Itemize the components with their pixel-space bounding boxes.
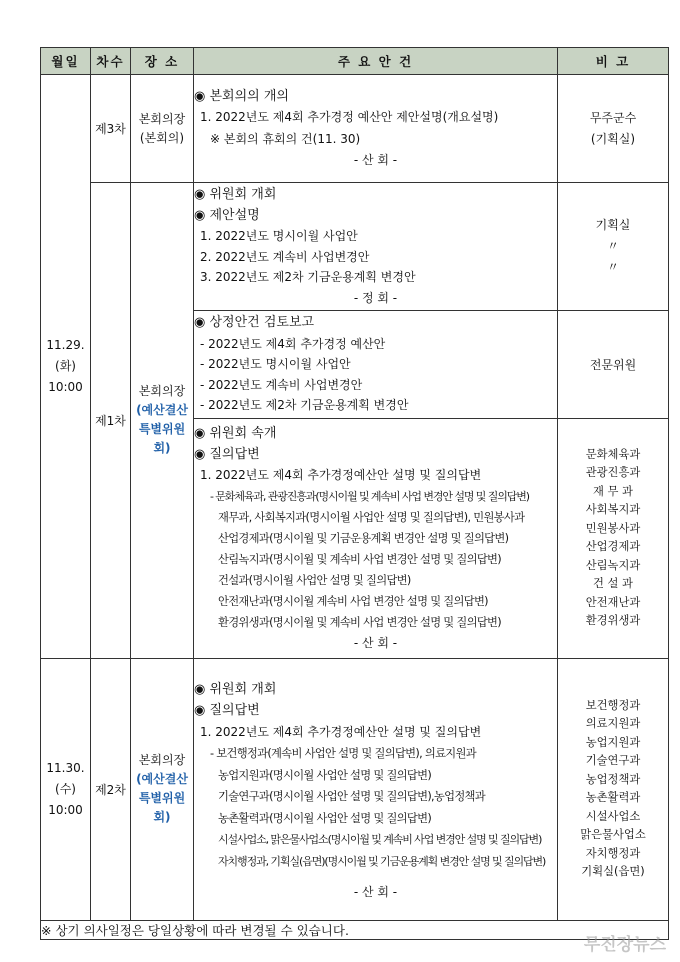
header-order: 차수 bbox=[91, 48, 131, 75]
note-line: 산업경제과 bbox=[585, 540, 641, 553]
weekday: (수) bbox=[55, 781, 76, 796]
agenda-cell bbox=[194, 183, 558, 311]
note-line: 건 설 과 bbox=[593, 577, 633, 590]
agenda-line: 2. 2022년도 계속비 사업변경안 bbox=[200, 249, 370, 264]
agenda-line: ◉ 위원회 개회 bbox=[194, 187, 277, 202]
note-line: 관광진흥과 bbox=[585, 466, 641, 479]
place-line: 특별위원회) bbox=[138, 791, 186, 824]
header-agenda: 주 요 안 건 bbox=[194, 48, 558, 75]
footer-note: ※ 상기 의사일정은 당일상황에 따라 변경될 수 있습니다. bbox=[41, 920, 669, 939]
note-line: 〃 bbox=[606, 260, 619, 274]
row-day1-session3 bbox=[41, 75, 669, 183]
weekday: (화) bbox=[55, 358, 76, 373]
footer-row bbox=[41, 920, 669, 939]
note-cell: 전문위원 bbox=[558, 311, 669, 419]
note-line: 무주군수 bbox=[589, 110, 637, 125]
agenda-line: - 2022년도 제2차 기금운용계획 변경안 bbox=[200, 398, 409, 412]
note-line: 산림녹지과 bbox=[585, 558, 641, 572]
note-line: 농업지원과 bbox=[585, 735, 641, 749]
row-day1-session1-block1 bbox=[41, 183, 669, 311]
note-line: 시설사업소 bbox=[585, 809, 641, 823]
agenda-line: - 정 회 - bbox=[353, 290, 398, 305]
place-cell bbox=[131, 658, 194, 920]
place-line: 본회의장 bbox=[138, 753, 186, 767]
agenda-line: - 문화체육과, 관광진흥과(명시이월 및 계속비 사업 변경안 설명 및 질의답변) bbox=[210, 489, 529, 503]
header-place: 장 소 bbox=[131, 48, 194, 75]
agenda-cell bbox=[194, 658, 558, 920]
agenda-line: ◉ 위원회 속개 bbox=[194, 425, 277, 441]
note-line: 의료지원과 bbox=[585, 717, 641, 730]
note-line: 보건행정과 bbox=[585, 698, 641, 712]
note-line: 농업정책과 bbox=[585, 772, 641, 786]
agenda-line: ◉ 위원회 개회 bbox=[194, 681, 277, 697]
agenda-line: ◉ 본회의의 개의 bbox=[194, 88, 289, 104]
date: 11.29. bbox=[46, 337, 85, 352]
agenda-line: 안전재난과(명시이월 계속비 사업 변경안 설명 및 질의답변) bbox=[218, 594, 488, 608]
schedule-table bbox=[40, 47, 669, 940]
note-line: 자치행정과 bbox=[585, 846, 641, 860]
note-line: 〃 bbox=[606, 239, 619, 253]
agenda-line: - 2022년도 제4회 추가경정 예산안 bbox=[200, 336, 386, 351]
note-line: 재 무 과 bbox=[593, 484, 633, 498]
note-line: 안전재난과 bbox=[585, 595, 641, 609]
place-line: (예산결산 bbox=[136, 403, 188, 418]
order-cell: 제2차 bbox=[91, 658, 131, 920]
agenda-cell bbox=[194, 311, 558, 419]
agenda-line: 1. 2022년도 제4회 추가경정예산안 설명 및 질의답변 bbox=[200, 467, 482, 482]
watermark: 무진장뉴스 bbox=[583, 935, 666, 955]
agenda-line: - 2022년도 계속비 사업변경안 bbox=[200, 377, 363, 392]
note-cell bbox=[558, 658, 669, 920]
note-cell bbox=[558, 418, 669, 658]
time: 10:00 bbox=[48, 379, 83, 394]
header-row bbox=[41, 48, 669, 75]
agenda-line: ◉ 질의답변 bbox=[194, 703, 260, 718]
agenda-line: 1. 2022년도 제4회 추가경정예산안 설명 및 질의답변 bbox=[200, 724, 482, 739]
note-line: 기획실(읍면) bbox=[581, 865, 645, 878]
date-cell-day2 bbox=[41, 658, 91, 920]
place-cell bbox=[131, 183, 194, 659]
date-cell-day1 bbox=[41, 75, 91, 659]
agenda-line: - 산 회 - bbox=[353, 885, 398, 899]
place-line: 본회의장 bbox=[138, 111, 186, 126]
note-line: 기획실 bbox=[595, 218, 631, 232]
place-line: (본회의) bbox=[139, 130, 185, 145]
agenda-line: ※ 본회의 휴회의 건(11. 30) bbox=[210, 131, 361, 146]
agenda-line: ◉ 상정안건 검토보고 bbox=[194, 315, 315, 330]
place-line: (예산결산 bbox=[136, 772, 188, 786]
time: 10:00 bbox=[48, 802, 83, 817]
agenda-line: ◉ 제안설명 bbox=[194, 207, 260, 223]
header-note: 비 고 bbox=[558, 48, 669, 75]
note-line: 민원봉사과 bbox=[585, 521, 641, 535]
note-line: 농촌활력과 bbox=[585, 791, 641, 804]
agenda-line: 자치행정과, 기획실(읍면)(명시이월 및 기금운용계획 변경안 설명 및 질의답변) bbox=[218, 854, 546, 868]
place-line: 본회의장 bbox=[138, 384, 186, 399]
note-line: 환경위생과 bbox=[585, 614, 641, 627]
agenda-line: 재무과, 사회복지과(명시이월 사업안 설명 및 질의답변), 민원봉사과 bbox=[218, 510, 525, 524]
note-line: 기술연구과 bbox=[585, 754, 641, 767]
agenda-line: - 보건행정과(계속비 사업안 설명 및 질의답변), 의료지원과 bbox=[210, 747, 476, 760]
date: 11.30. bbox=[46, 760, 85, 775]
agenda-line: 산림녹지과(명시이월 및 계속비 사업 변경안 설명 및 질의답변) bbox=[218, 552, 501, 566]
agenda-line: - 2022년도 명시이월 사업안 bbox=[200, 357, 351, 371]
place-line: 특별위원회) bbox=[138, 422, 186, 456]
agenda-line: 기술연구과(명시이월 사업안 설명 및 질의답변),농업정책과 bbox=[218, 790, 485, 803]
agenda-line: 산업경제과(명시이월 및 기금운용계획 변경안 설명 및 질의답변) bbox=[218, 531, 509, 545]
order-cell: 제1차 bbox=[91, 183, 131, 659]
agenda-line: 농업지원과(명시이월 사업안 설명 및 질의답변) bbox=[218, 768, 432, 782]
note-cell bbox=[558, 183, 669, 311]
agenda-cell bbox=[194, 418, 558, 658]
agenda-line: ◉ 질의답변 bbox=[194, 446, 260, 462]
row-day2-session2 bbox=[41, 658, 669, 920]
agenda-line: 3. 2022년도 제2차 기금운용계획 변경안 bbox=[200, 270, 416, 284]
agenda-line: 건설과(명시이월 사업안 설명 및 질의답변) bbox=[218, 573, 411, 587]
agenda-line: 1. 2022년도 명시이월 사업안 bbox=[200, 229, 358, 243]
note-cell bbox=[558, 75, 669, 183]
agenda-line: 1. 2022년도 제4회 추가경정 예산안 제안설명(개요설명) bbox=[200, 110, 499, 124]
note-line: 문화체육과 bbox=[585, 447, 641, 461]
agenda-cell bbox=[194, 75, 558, 183]
agenda-line: 환경위생과(명시이월 및 계속비 사업 변경안 설명 및 질의답변) bbox=[218, 615, 501, 629]
agenda-line: 시설사업소, 맑은물사업소(명시이월 및 계속비 사업 변경안 설명 및 질의답변) bbox=[218, 833, 542, 846]
note-line: (기획실) bbox=[590, 131, 636, 146]
order-cell: 제3차 bbox=[91, 75, 131, 183]
agenda-line: - 산 회 - bbox=[353, 153, 398, 167]
agenda-line: - 산 회 - bbox=[353, 635, 398, 650]
note-line: 맑은물사업소 bbox=[580, 828, 646, 841]
agenda-line: 농촌활력과(명시이월 사업안 설명 및 질의답변) bbox=[218, 811, 432, 825]
header-date: 월일 bbox=[41, 48, 91, 75]
place-cell bbox=[131, 75, 194, 183]
note-line: 사회복지과 bbox=[585, 503, 641, 516]
